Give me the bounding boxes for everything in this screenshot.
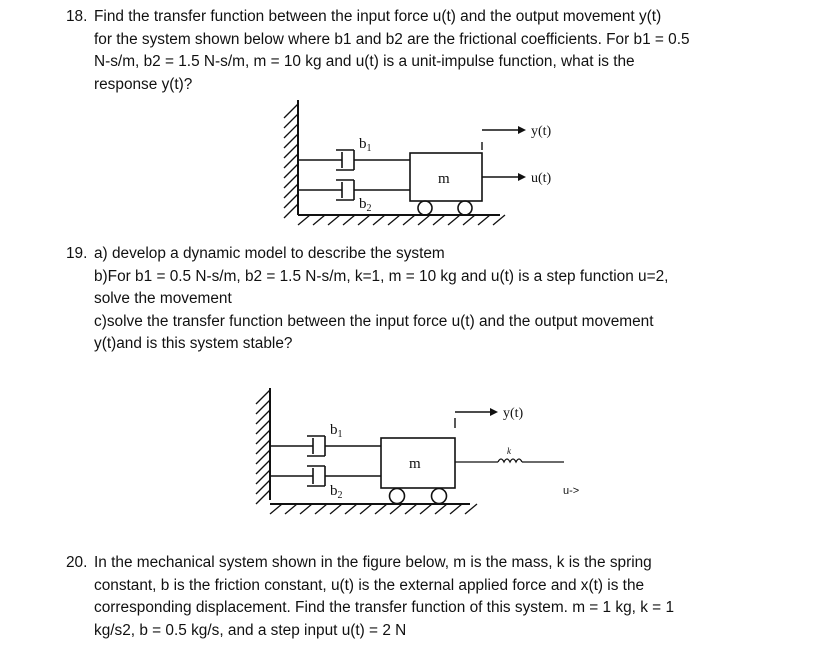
question-text-line: b)For b1 = 0.5 N-s/m, b2 = 1.5 N-s/m, k=1, m = 10 kg and u(t) is a step function u=2,: [94, 267, 669, 285]
question-number: 18.: [66, 8, 88, 25]
question-text-line: kg/s2, b = 0.5 kg/s, and a step input u(t) = 2 N: [94, 621, 407, 639]
question-text-line: In the mechanical system shown in the figure below, m is the mass, k is the spring: [94, 554, 652, 571]
question-text-line: N-s/m, b2 = 1.5 N-s/m, m = 10 kg and u(t) is a unit-impulse function, what is the: [94, 53, 635, 70]
label-output: y(t): [503, 406, 524, 421]
label-mass: m: [409, 456, 421, 472]
question-text-line: constant, b is the friction constant, u(t) is the external applied force and x(t) is the: [94, 576, 645, 594]
damper-b2: [298, 180, 410, 200]
question-text-line: response y(t)?: [94, 75, 193, 93]
question-number: 20.: [66, 554, 88, 571]
u-arrowhead: [518, 173, 526, 181]
question-number: 19.: [66, 245, 88, 262]
wheel: [458, 201, 472, 215]
label-b1: $b_1$: [359, 136, 372, 154]
label-b2: $b_2$: [359, 196, 372, 214]
question-text-line: a) develop a dynamic model to describe the system: [94, 245, 445, 262]
damper-b1: [270, 436, 381, 456]
question-text-line: Find the transfer function between the input force u(t) and the output movement y(t): [94, 8, 662, 25]
label-input: u(t): [531, 171, 552, 186]
label-b2: $b_2$: [330, 483, 343, 501]
wheel: [390, 489, 405, 504]
question-20: [66, 552, 806, 642]
label-input: u->: [563, 485, 580, 497]
wheel: [432, 489, 447, 504]
mass-block: [381, 438, 455, 488]
question-text-line: solve the movement: [94, 290, 232, 307]
question-text-line: corresponding displacement. Find the transfer function of this system. m = 1 kg, k = 1: [94, 599, 674, 616]
question-text-line: y(t)and is this system stable?: [94, 335, 293, 352]
label-output: y(t): [531, 124, 552, 139]
question-19: [66, 243, 806, 356]
label-b1: $b_1$: [330, 422, 343, 440]
label-mass: m: [438, 171, 450, 187]
wall-hatching: [256, 390, 270, 504]
question-18: [66, 6, 806, 96]
question-text-line: for the system shown below where b1 and b2 are the frictional coefficients. For b1 = 0.5: [94, 30, 690, 48]
wall-hatching: [284, 104, 298, 218]
damper-b1: [298, 150, 410, 170]
damper-b2: [270, 466, 381, 486]
mass-block: [410, 153, 482, 201]
spring-k: [455, 459, 564, 462]
y-arrowhead: [518, 126, 526, 134]
ground-hatching: [298, 215, 505, 225]
label-spring: k: [507, 446, 511, 456]
wheel: [418, 201, 432, 215]
ground-hatching: [270, 504, 477, 514]
y-arrowhead: [490, 408, 498, 416]
question-text-line: c)solve the transfer function between the input force u(t) and the output movement: [94, 312, 654, 330]
